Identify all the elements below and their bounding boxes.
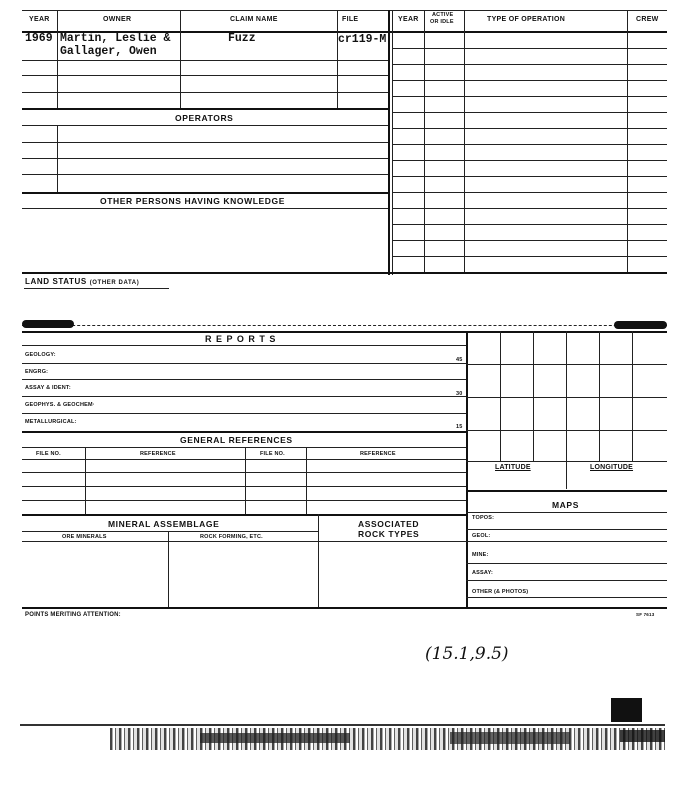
report-number-15: 15 [456, 424, 463, 430]
maps-geol: GEOL: [472, 533, 491, 539]
header-file: FILE [342, 16, 359, 23]
ink-mark-left [22, 320, 74, 328]
latitude-label: LATITUDE [495, 464, 531, 471]
top-border [22, 10, 667, 11]
general-references-heading: GENERAL REFERENCES [180, 435, 293, 445]
maps-other: OTHER (& PHOTOS) [472, 589, 529, 595]
top-bottom-border [22, 272, 667, 274]
ore-minerals-label: ORE MINERALS [62, 534, 107, 540]
ref-file-no-1: FILE NO. [36, 451, 61, 457]
main-divider [388, 10, 390, 275]
operators-heading: OPERATORS [175, 113, 234, 123]
mineral-assemblage-heading: MINERAL ASSEMBLAGE [108, 519, 220, 529]
header-or-idle: OR IDLE [430, 19, 454, 25]
geology-label: GEOLOGY: [25, 352, 56, 358]
assay-label: ASSAY & IDENT: [25, 385, 71, 391]
reports-heading: R E P O R T S [205, 334, 277, 344]
ref-file-no-2: FILE NO. [260, 451, 285, 457]
geophys-label: GEOPHYS. & GEOCHEM· [25, 402, 95, 408]
report-number-30: 30 [456, 391, 463, 397]
header-owner: OWNER [103, 16, 132, 23]
entry-file: cr119-M [338, 33, 387, 46]
ref-reference-1: REFERENCE [140, 451, 176, 457]
engrg-label: ENGRG: [25, 369, 49, 375]
metallurgical-label: METALLURGICAL: [25, 419, 77, 425]
entry-owner-line2: Gallager, Owen [60, 45, 157, 58]
associated-heading-2: ROCK TYPES [358, 529, 420, 539]
handwritten-coordinates: (15.1,9.5) [425, 644, 509, 664]
points-meriting-attention: POINTS MERITING ATTENTION: [25, 612, 121, 618]
header-year: YEAR [29, 16, 50, 23]
main-divider-2 [392, 10, 393, 275]
header-type-of-operation: TYPE OF OPERATION [487, 16, 566, 23]
entry-year: 1969 [25, 32, 53, 45]
longitude-label: LONGITUDE [590, 464, 634, 471]
entry-claim-name: Fuzz [228, 32, 256, 45]
ref-reference-2: REFERENCE [360, 451, 396, 457]
land-status-heading: LAND STATUS (OTHER DATA) [25, 277, 140, 286]
header-claim-name: CLAIM NAME [230, 16, 278, 23]
header-active: ACTIVE [432, 12, 454, 18]
maps-assay: ASSAY: [472, 570, 494, 576]
tear-line [22, 325, 667, 326]
form-number: SF 7613 [636, 612, 655, 617]
header-year-right: YEAR [398, 16, 419, 23]
maps-mine: MINE: [472, 552, 489, 558]
ink-mark-right [614, 321, 667, 329]
maps-topos: TOPOS: [472, 515, 495, 521]
header-crew: CREW [636, 16, 659, 23]
scan-noise-band [110, 728, 665, 750]
entry-owner-line1: Martin, Leslie & [60, 32, 171, 45]
report-number-45: 45 [456, 357, 463, 363]
maps-heading: MAPS [552, 500, 579, 510]
other-persons-heading: OTHER PERSONS HAVING KNOWLEDGE [100, 196, 286, 206]
rock-forming-label: ROCK FORMING, ETC. [200, 534, 263, 540]
scan-black-box [611, 698, 642, 722]
associated-heading-1: ASSOCIATED [358, 519, 420, 529]
